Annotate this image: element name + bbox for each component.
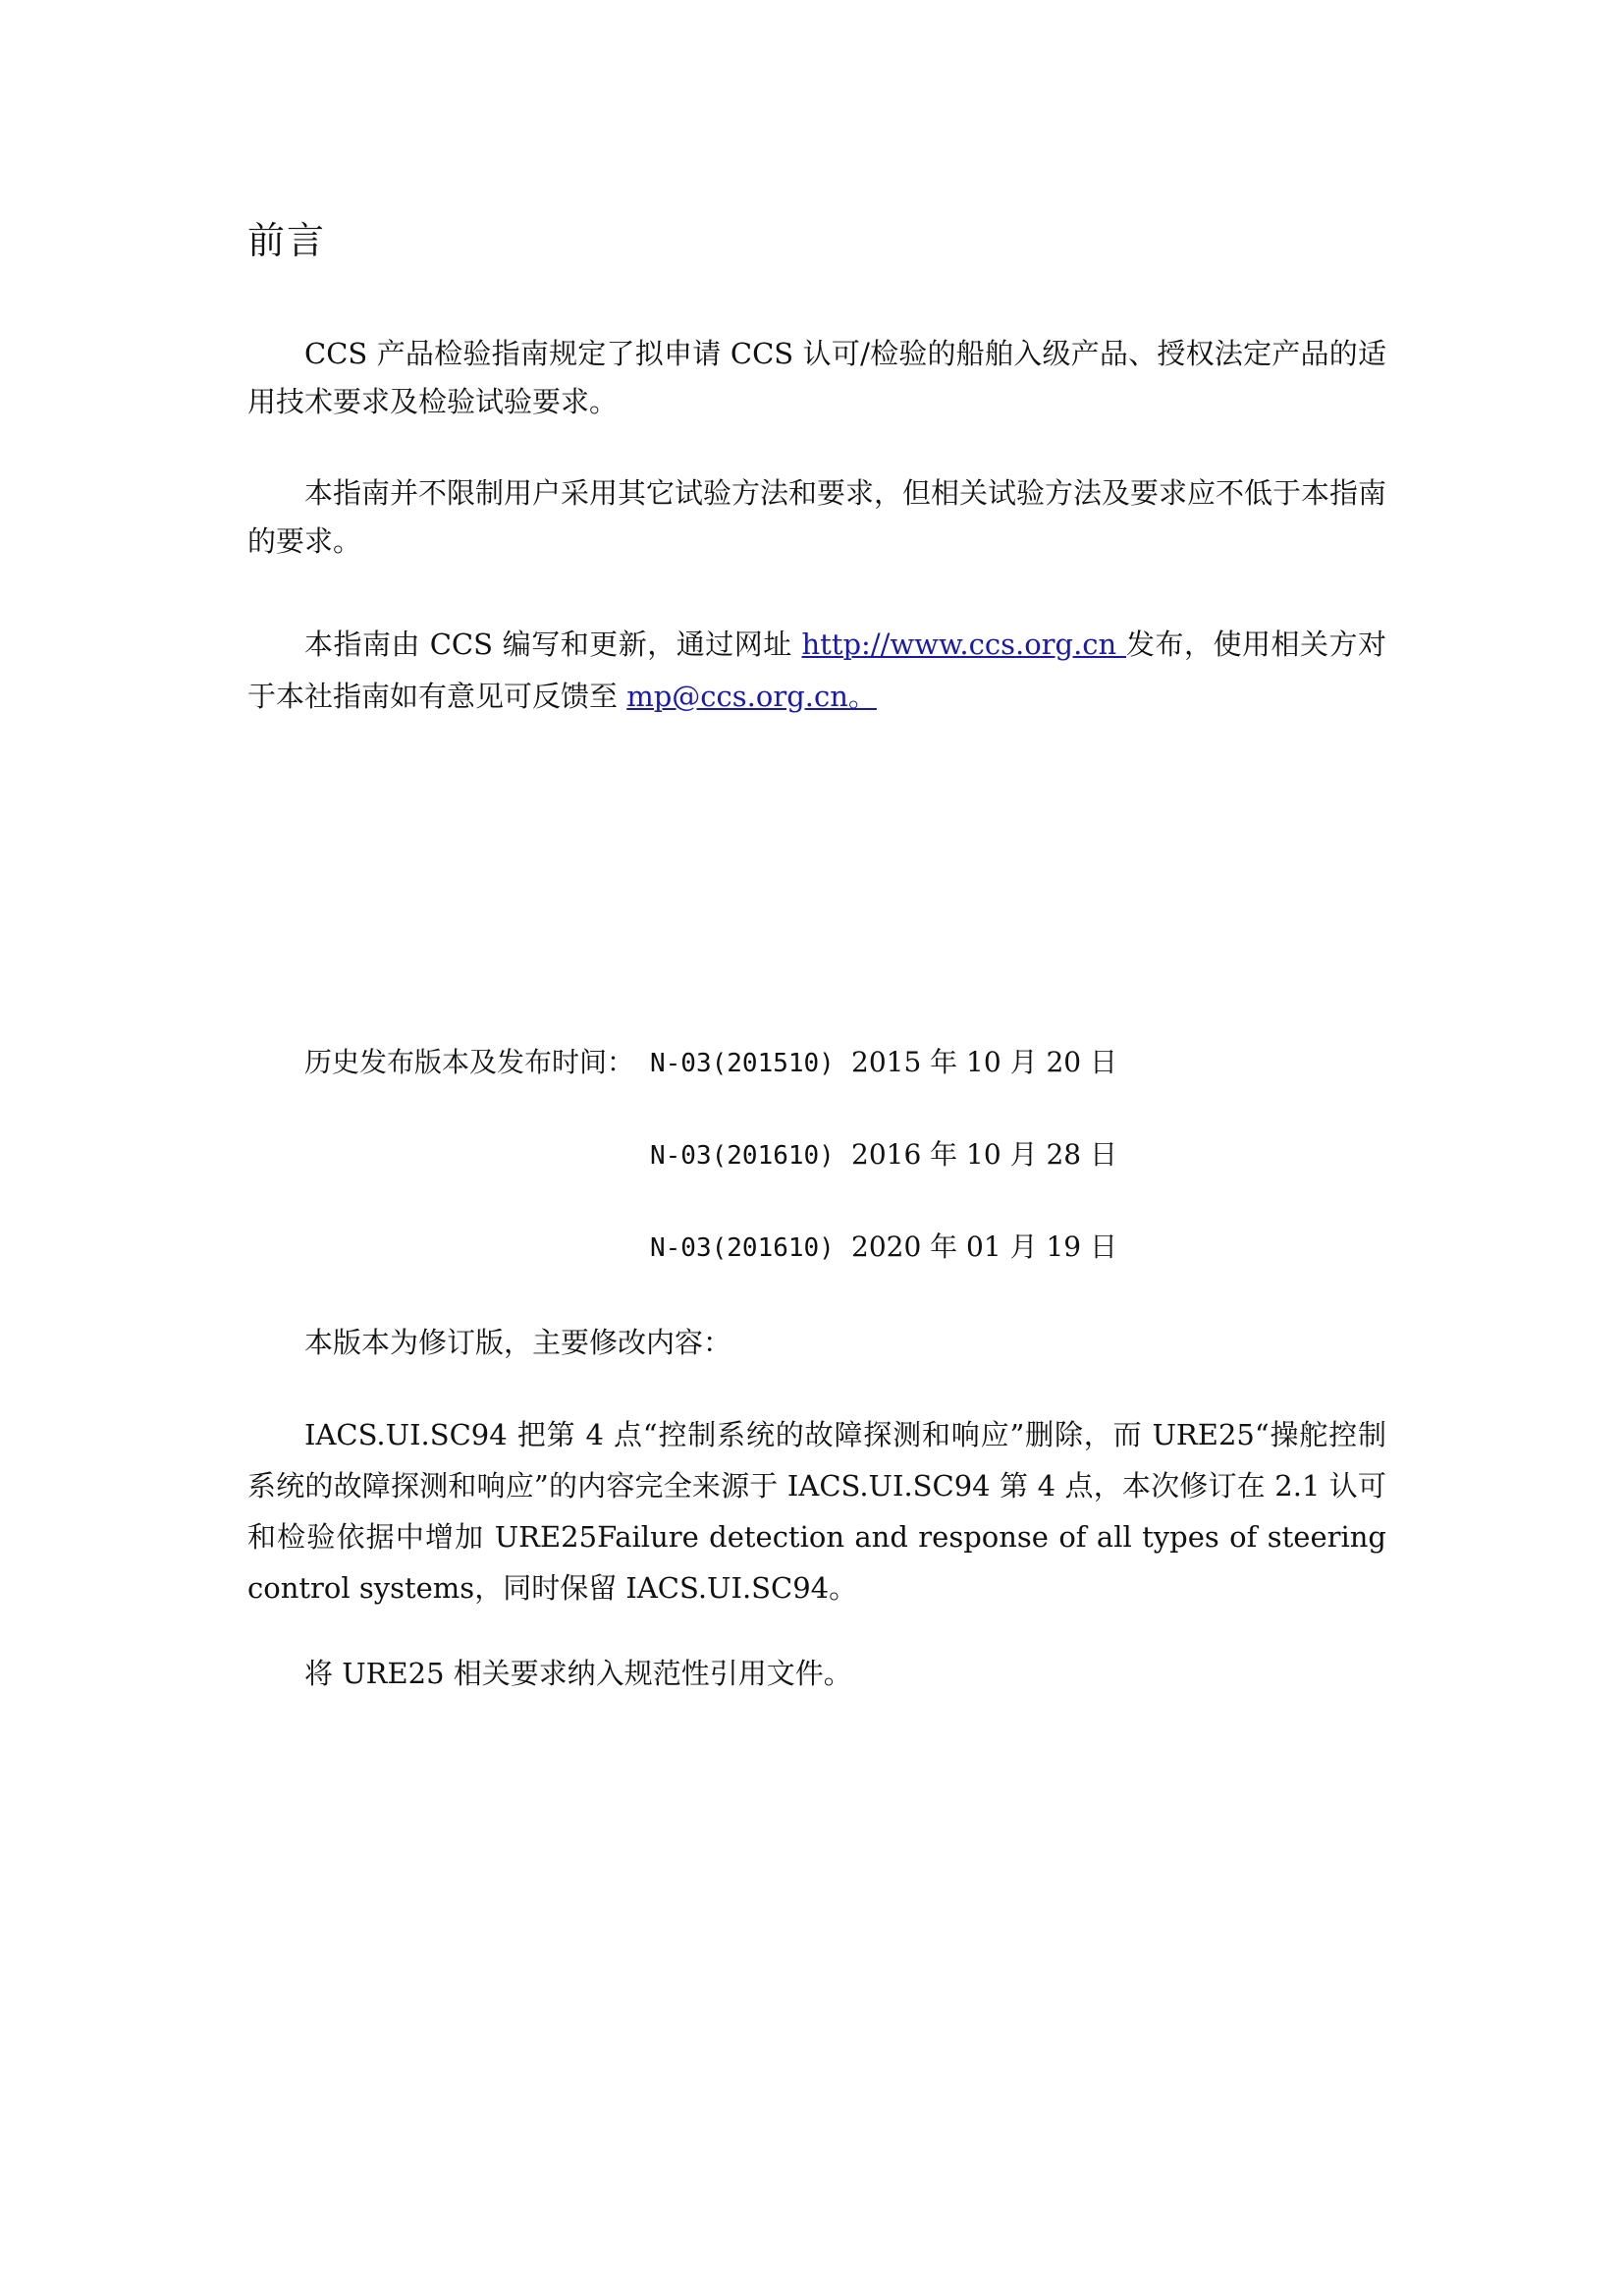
publication-text-after-url: 发布，使用相关方对于本社指南如有意见可反馈至 xyxy=(247,628,1386,713)
history-release-date: 2015 年 10 月 20 日 xyxy=(851,1046,1118,1078)
revision-details: IACS.UI.SC94 把第 4 点“控制系统的故障探测和响应”删除，而 URE25“操舵控制系统的故障探测和响应”的内容完全来源于 IACS.UI.SC94 第 4 点，本次修订在 2.1 认可和检验依据中增加 URE25Failure detection and response of all types of steering control systems，同时保留 IACS.UI.SC94。 xyxy=(247,1418,1386,1605)
paragraph-publication xyxy=(247,619,1386,723)
history-entry xyxy=(650,1043,1117,1083)
revision-reference: 将 URE25 相关要求纳入规范性引用文件。 xyxy=(304,1657,852,1690)
history-release-date: 2020 年 01 月 19 日 xyxy=(851,1230,1118,1263)
history-label: 历史发布版本及发布时间： xyxy=(304,1046,635,1078)
page-title: 前言 xyxy=(247,219,327,262)
feedback-email-link[interactable]: mp@ccs.org.cn。 xyxy=(626,680,877,713)
history-version-code: N-03(201610) xyxy=(650,1233,835,1263)
website-link[interactable]: http://www.ccs.org.cn xyxy=(801,628,1126,661)
paragraph-scope: CCS 产品检验指南规定了拟申请 CCS 认可/检验的船舶入级产品、授权法定产品的适用技术要求及检验试验要求。 xyxy=(247,337,1386,418)
history-entry xyxy=(650,1135,1117,1175)
publication-text-before-url: 本指南由 CCS 编写和更新，通过网址 xyxy=(304,628,802,661)
history-version-code: N-03(201610) xyxy=(650,1141,835,1171)
history-entry xyxy=(650,1228,1117,1268)
history-version-code: N-03(201510) xyxy=(650,1049,835,1078)
history-release-date: 2016 年 10 月 28 日 xyxy=(851,1138,1118,1171)
revision-intro: 本版本为修订版，主要修改内容： xyxy=(304,1326,732,1359)
paragraph-no-restriction: 本指南并不限制用户采用其它试验方法和要求，但相关试验方法及要求应不低于本指南的要求。 xyxy=(247,476,1387,558)
